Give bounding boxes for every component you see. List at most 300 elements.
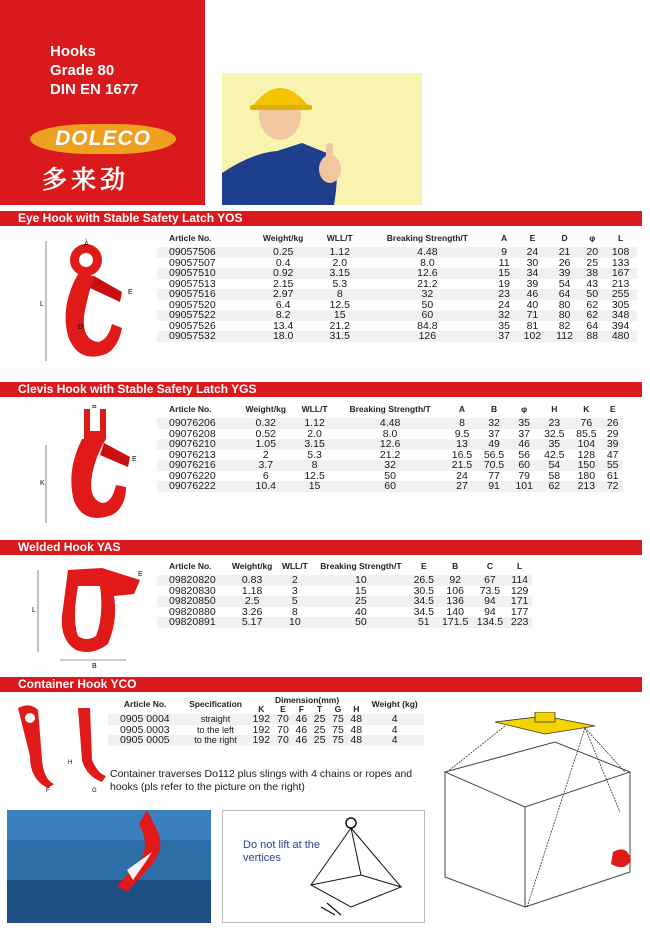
table-cell: 55	[602, 460, 623, 471]
table-cell: 48	[347, 714, 365, 725]
table-cell: 192	[252, 723, 271, 736]
header-title-line1: Hooks	[50, 43, 96, 60]
worker-photo	[222, 73, 422, 205]
table-cell: 71	[516, 310, 549, 321]
table-cell: 11	[498, 256, 510, 269]
table-cell: 40	[526, 298, 539, 311]
table-cell: 37	[492, 331, 516, 342]
table-cell: 1.12	[295, 418, 334, 429]
table-cell: 0905 0005	[108, 735, 182, 746]
table-cell: 15	[492, 268, 516, 279]
table-cell: 0.25	[249, 247, 317, 258]
table-cell: 29	[606, 427, 619, 440]
table-row	[157, 617, 532, 628]
table-cell: 6.4	[275, 298, 291, 311]
table-cell: 35	[510, 418, 538, 429]
table-cell: 43	[586, 277, 599, 290]
table-cell: 09057522	[157, 310, 249, 321]
table-cell: 126	[363, 331, 493, 342]
table-cell: 24	[516, 247, 549, 258]
table-cell: 133	[611, 256, 630, 269]
table-cell: 2.15	[272, 277, 294, 290]
table-cell: 0.4	[275, 256, 291, 269]
table-cell: 23	[492, 289, 516, 300]
table-cell: 480	[604, 331, 637, 342]
doleco-logo: DOLECO	[30, 124, 176, 154]
clevis-hook-col-2: WLL/T	[301, 403, 328, 414]
table-cell: 4	[391, 723, 398, 736]
welded-hook-col-6: C	[486, 560, 493, 571]
table-row	[157, 247, 637, 258]
svg-text:L: L	[40, 301, 44, 308]
table-cell: 39	[602, 439, 623, 450]
container-dim-col-1: E	[280, 704, 286, 714]
container-hook-diagram	[8, 700, 108, 797]
eye-hook-col-3: Breaking Strength/T	[386, 232, 468, 243]
section-title-container-hook: Container Hook YCO	[0, 677, 642, 692]
svg-text:G: G	[92, 788, 97, 792]
table-cell: 91	[478, 481, 510, 492]
table-cell: 112	[549, 331, 581, 342]
table-cell: 21.2	[417, 277, 438, 290]
header-title-line2: Grade 80	[50, 62, 115, 79]
table-cell: 12.5	[329, 298, 350, 311]
svg-text:L: L	[32, 607, 36, 614]
eye-hook-diagram	[38, 236, 148, 376]
table-cell: 223	[507, 617, 532, 628]
table-cell: 5.3	[307, 448, 322, 461]
clevis-hook-col-3: Breaking Strength/T	[349, 403, 431, 414]
table-cell: 3.26	[241, 605, 263, 618]
clevis-hook-col-4: A	[458, 403, 466, 414]
table-cell: 77	[488, 469, 500, 482]
welded-hook-col-7: L	[517, 560, 523, 571]
table-cell: 09057526	[169, 319, 216, 332]
table-cell: 60	[510, 460, 538, 471]
table-cell: 134.5	[473, 617, 508, 628]
table-cell: 46	[516, 289, 549, 300]
table-cell: 213	[611, 277, 630, 290]
table-cell: 32	[478, 418, 510, 429]
table-cell: 09076213	[169, 448, 216, 461]
table-cell: 50	[384, 469, 396, 482]
clevis-hook-col-9: E	[609, 403, 616, 414]
table-cell: 25	[312, 596, 410, 607]
table-cell: 30	[526, 256, 539, 269]
table-cell: 48	[347, 735, 365, 746]
container-hook-table	[108, 695, 424, 746]
table-cell: 8	[295, 460, 334, 471]
table-cell: 150	[570, 460, 602, 471]
welded-hook-col-5: B	[452, 560, 459, 571]
table-cell: 394	[611, 319, 630, 332]
table-cell: 75	[329, 714, 347, 725]
table-cell: 39	[549, 268, 581, 279]
table-cell: 12.5	[304, 469, 325, 482]
table-cell: 0.92	[249, 268, 317, 279]
table-cell: 56.5	[483, 448, 505, 461]
table-cell: 8.0	[382, 427, 398, 440]
table-cell: 34	[516, 268, 549, 279]
table-cell: 12.6	[363, 268, 493, 279]
table-cell: 104	[570, 439, 602, 450]
warning-text: Do not lift at the vertices	[243, 839, 321, 864]
table-cell: 72	[602, 481, 623, 492]
table-cell: 70	[274, 714, 292, 725]
table-cell: 49	[478, 439, 510, 450]
table-cell: 70.5	[478, 460, 510, 471]
welded-hook-col-1: Weight/kg	[231, 560, 273, 571]
table-row	[157, 575, 532, 586]
table-cell: 64	[549, 289, 581, 300]
table-cell: 255	[604, 289, 637, 300]
eye-hook-col-6: D	[561, 232, 568, 243]
container-dim-col-3: T	[317, 704, 323, 714]
table-cell: 13	[446, 439, 478, 450]
table-cell: 09076208	[169, 427, 216, 440]
table-cell: 46	[292, 714, 310, 725]
table-cell: 09820830	[169, 584, 216, 597]
table-cell: 80	[549, 310, 581, 321]
table-cell: 50	[312, 617, 410, 628]
table-cell: 32.5	[544, 427, 565, 440]
welded-hook-col-3: Breaking Strength/T	[320, 560, 402, 571]
table-cell: 94	[473, 596, 508, 607]
welded-hook-col-2: WLL/T	[281, 560, 308, 571]
eye-hook-col-7: φ	[589, 232, 596, 243]
table-cell: 8	[291, 605, 298, 618]
clevis-hook-col-7: H	[551, 403, 558, 414]
table-cell: 2.0	[332, 256, 348, 269]
svg-text:F: F	[46, 788, 50, 792]
table-cell: 114	[507, 575, 532, 586]
table-cell: 20	[580, 247, 604, 258]
table-cell: 09076216	[157, 460, 237, 471]
table-cell: 6	[262, 469, 269, 482]
table-cell: 15	[295, 481, 334, 492]
table-cell: 305	[611, 298, 630, 311]
section-title-eye-hook: Eye Hook with Stable Safety Latch YOS	[0, 211, 642, 226]
table-cell: 24	[456, 469, 468, 482]
table-cell: 171	[507, 596, 532, 607]
svg-text:B: B	[92, 405, 97, 410]
table-cell: 16.5	[451, 448, 473, 461]
clevis-hook-diagram	[40, 405, 150, 535]
table-cell: 34.5	[410, 596, 438, 607]
container-traverse-illustration	[435, 712, 645, 917]
table-cell: 10.4	[237, 481, 295, 492]
clevis-hook-col-0: Article No.	[169, 403, 212, 414]
table-cell: 15	[317, 310, 363, 321]
table-cell: 3	[291, 584, 298, 597]
container-dim-col-2: F	[298, 704, 304, 714]
table-cell: 62	[580, 310, 604, 321]
table-cell: 09820891	[157, 617, 227, 628]
table-row	[108, 714, 424, 725]
table-cell: 30.5	[413, 584, 435, 597]
table-cell: 26	[602, 418, 623, 429]
container-hook-photo	[7, 810, 211, 923]
eye-hook-col-2: WLL/T	[326, 232, 353, 243]
table-cell: 60	[334, 481, 446, 492]
table-cell: 09820850	[157, 596, 227, 607]
table-cell: 13.4	[272, 319, 294, 332]
table-cell: 26.5	[410, 575, 438, 586]
table-cell: 5.3	[332, 277, 348, 290]
table-cell: 46	[295, 723, 308, 736]
container-note: Container traverses Do112 plus slings with 4 chains or ropes and hooks (pls refer to the picture on the right)	[110, 768, 413, 793]
table-cell: 0.83	[227, 575, 278, 586]
table-cell: 61	[606, 469, 619, 482]
table-cell: 51	[410, 617, 438, 628]
table-cell: 09057513	[169, 277, 216, 290]
table-cell: 192	[249, 735, 274, 746]
table-cell: 106	[446, 584, 464, 597]
col-article: Article No.	[123, 699, 167, 709]
table-cell: 4	[365, 714, 424, 725]
container-dim-col-4: G	[334, 704, 342, 714]
table-cell: 46	[510, 439, 538, 450]
table-cell: 54	[538, 460, 570, 471]
table-row	[157, 439, 623, 450]
table-row	[157, 418, 623, 429]
table-cell: 4.48	[334, 418, 446, 429]
table-cell: 25	[310, 714, 328, 725]
table-cell: 09057520	[169, 298, 216, 311]
table-cell: 81	[526, 319, 539, 332]
svg-text:A: A	[84, 241, 89, 248]
table-cell: 348	[604, 310, 637, 321]
table-cell: 23	[538, 418, 570, 429]
table-cell: 80	[558, 298, 571, 311]
table-cell: 8.0	[420, 256, 435, 269]
table-cell: to the right	[182, 735, 248, 746]
table-cell: 09076220	[169, 469, 216, 482]
eye-hook-col-1: Weight/kg	[262, 232, 304, 243]
table-cell: 47	[606, 448, 619, 461]
table-cell: 73.5	[479, 584, 501, 597]
welded-hook-col-4: E	[420, 560, 427, 571]
table-cell: 1.12	[317, 247, 363, 258]
table-cell: 0905 0004	[108, 714, 182, 725]
svg-text:H: H	[68, 760, 73, 766]
table-row	[157, 289, 637, 300]
svg-text:E: E	[138, 571, 143, 578]
table-row	[157, 481, 623, 492]
table-cell: 09057532	[157, 331, 249, 342]
table-cell: 21	[549, 247, 581, 258]
table-cell: 38	[580, 268, 604, 279]
table-cell: 67	[473, 575, 508, 586]
table-cell: 37	[518, 427, 530, 440]
table-cell: 101	[510, 481, 538, 492]
table-row	[157, 331, 637, 342]
eye-hook-col-0: Article No.	[169, 232, 212, 243]
col-dimension: Dimension(mm)	[274, 694, 340, 705]
table-row	[108, 735, 424, 746]
table-cell: 09057510	[157, 268, 249, 279]
table-cell: 0.52	[255, 427, 276, 440]
table-cell: 2.97	[249, 289, 317, 300]
table-cell: 0.32	[237, 418, 295, 429]
table-cell: 136	[438, 596, 473, 607]
table-cell: 171.5	[438, 617, 473, 628]
svg-text:E: E	[128, 289, 133, 296]
table-cell: 09057516	[157, 289, 249, 300]
table-cell: 09057507	[169, 256, 216, 269]
table-cell: 213	[570, 481, 602, 492]
table-cell: 92	[438, 575, 473, 586]
container-dim-col-5: H	[353, 704, 360, 714]
table-cell: 21.2	[329, 319, 350, 332]
table-cell: 25	[310, 735, 328, 746]
table-cell: 54	[558, 277, 571, 290]
table-cell: straight	[182, 714, 248, 725]
table-cell: 8	[317, 289, 363, 300]
table-cell: 3.7	[237, 460, 295, 471]
table-cell: 62	[538, 481, 570, 492]
table-cell: 8	[446, 418, 478, 429]
welded-hook-table	[157, 557, 532, 628]
eye-hook-col-8: L	[617, 232, 624, 243]
table-cell: 32	[492, 310, 516, 321]
table-cell: 42.5	[544, 448, 565, 461]
table-cell: 56	[518, 448, 530, 461]
table-cell: 60	[363, 310, 493, 321]
table-cell: 70	[277, 723, 289, 736]
table-cell: 40	[355, 605, 367, 618]
warning-panel	[222, 810, 425, 923]
table-cell: 128	[577, 448, 596, 461]
table-cell: 15	[355, 584, 367, 597]
table-cell: 19	[498, 277, 510, 290]
welded-hook-col-0: Article No.	[169, 560, 212, 571]
table-cell: 62	[586, 298, 599, 311]
table-cell: 129	[510, 584, 529, 597]
table-cell: 48	[350, 723, 363, 736]
table-cell: 09057506	[157, 247, 249, 258]
table-cell: 88	[580, 331, 604, 342]
table-row	[157, 596, 532, 607]
table-cell: 09076222	[157, 481, 237, 492]
table-cell: 2.0	[307, 427, 322, 440]
table-cell: 21.5	[446, 460, 478, 471]
table-cell: 1.05	[237, 439, 295, 450]
clevis-hook-table	[157, 400, 623, 492]
table-cell: 25	[586, 256, 599, 269]
table-cell: 50	[580, 289, 604, 300]
table-cell: 09076206	[157, 418, 237, 429]
table-cell: 35	[538, 439, 570, 450]
table-cell: 50	[421, 298, 434, 311]
section-title-welded-hook: Welded Hook YAS	[0, 540, 642, 555]
table-cell: 85.5	[576, 427, 597, 440]
clevis-hook-col-1: Weight/kg	[245, 403, 286, 414]
table-cell: 27	[446, 481, 478, 492]
welded-hook-diagram	[30, 560, 155, 675]
clevis-hook-col-6: φ	[521, 403, 528, 414]
table-cell: 4.48	[363, 247, 493, 258]
table-cell: 35	[498, 319, 510, 332]
table-cell: 2	[278, 575, 312, 586]
table-row	[157, 268, 637, 279]
table-cell: 140	[446, 605, 464, 618]
table-cell: 8.2	[249, 310, 317, 321]
table-cell: 10	[278, 617, 312, 628]
table-cell: 4	[365, 735, 424, 746]
table-cell: 84.8	[417, 319, 438, 332]
table-cell: 3.15	[295, 439, 334, 450]
svg-text:D: D	[78, 324, 84, 331]
table-cell: 108	[604, 247, 637, 258]
table-cell: 3.15	[317, 268, 363, 279]
table-cell: 09076210	[157, 439, 237, 450]
table-cell: 37	[488, 427, 500, 440]
col-weight: Weight (kg)	[371, 699, 418, 709]
table-cell: 177	[510, 605, 529, 618]
table-cell: 25	[313, 723, 326, 736]
table-cell: 76	[570, 418, 602, 429]
clevis-hook-col-8: K	[583, 403, 590, 414]
table-row	[157, 460, 623, 471]
table-cell: 2	[262, 448, 269, 461]
table-cell: 0905 0003	[120, 723, 170, 736]
table-cell: 9	[492, 247, 516, 258]
brand-chinese-name: 多来劲	[42, 166, 130, 194]
eye-hook-col-4: A	[501, 232, 508, 243]
table-cell: 79	[518, 469, 530, 482]
header-title-line3: DIN EN 1677	[50, 81, 139, 98]
table-cell: 102	[516, 331, 549, 342]
table-cell: to the left	[197, 724, 235, 735]
container-dim-col-0: K	[258, 704, 265, 714]
table-cell: 9.5	[454, 427, 470, 440]
table-cell: 09820880	[169, 605, 216, 618]
table-cell: 64	[586, 319, 599, 332]
table-row	[157, 310, 637, 321]
eye-hook-col-5: E	[529, 232, 536, 243]
table-cell: 5.17	[227, 617, 278, 628]
table-cell: 5	[278, 596, 312, 607]
table-cell: 58	[548, 469, 561, 482]
section-title-clevis-hook: Clevis Hook with Stable Safety Latch YGS	[0, 382, 642, 397]
table-cell: 21.2	[379, 448, 401, 461]
table-cell: 46	[292, 735, 310, 746]
table-cell: 82	[558, 319, 571, 332]
table-cell: 32	[334, 460, 446, 471]
table-cell: 2.5	[227, 596, 278, 607]
table-cell: 12.6	[334, 439, 446, 450]
table-cell: 70	[274, 735, 292, 746]
table-cell: 1.18	[241, 584, 263, 597]
table-cell: 18.0	[249, 331, 317, 342]
table-cell: 26	[558, 256, 571, 269]
table-cell: 75	[332, 723, 344, 736]
col-specification: Specification	[189, 699, 242, 709]
table-cell: 180	[577, 469, 596, 482]
svg-text:E: E	[132, 456, 137, 463]
table-cell: 34.5	[413, 605, 435, 618]
table-cell: 09820820	[157, 575, 227, 586]
table-cell: 192	[249, 714, 274, 725]
svg-text:B: B	[92, 663, 97, 670]
table-cell: 75	[329, 735, 347, 746]
table-cell: 94	[484, 605, 496, 618]
svg-text:K: K	[40, 480, 45, 487]
table-cell: 39	[526, 277, 539, 290]
table-cell: 24	[498, 298, 510, 311]
table-cell: 31.5	[317, 331, 363, 342]
